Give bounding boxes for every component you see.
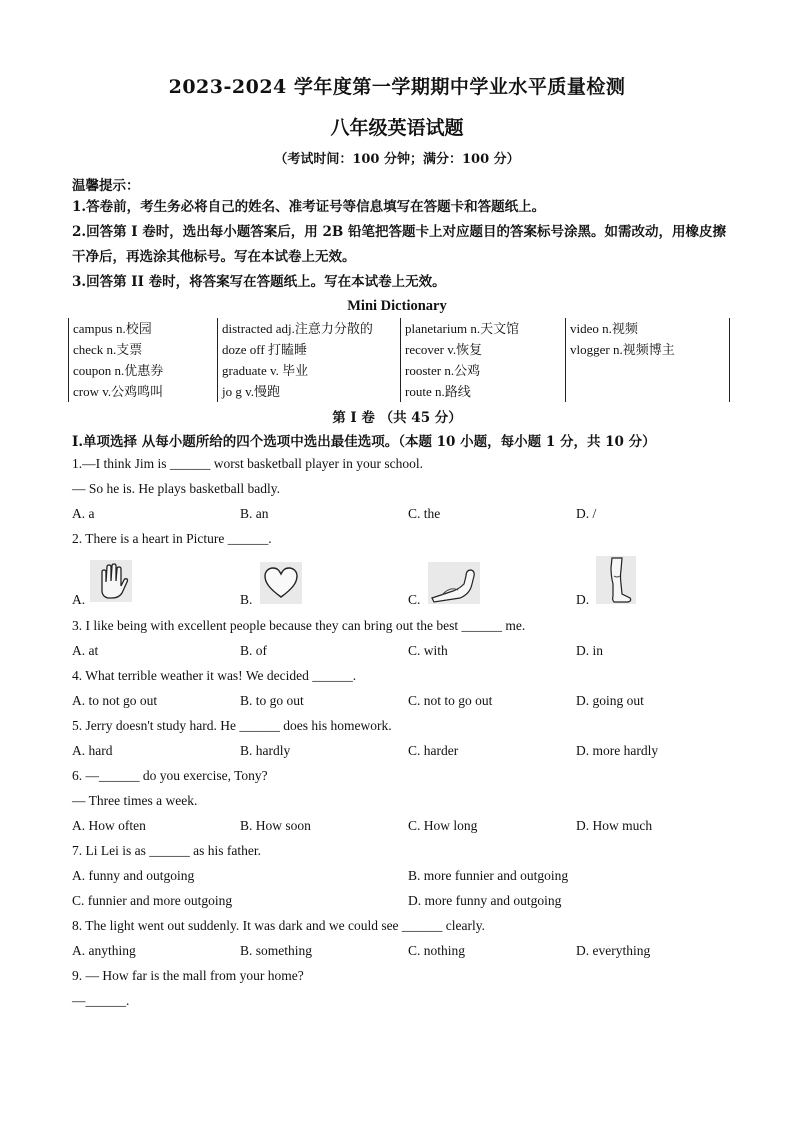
dictionary-entry: recover v.恢复 <box>405 342 483 357</box>
question-stem: 5. Jerry doesn't study hard. He ______ does his homework. <box>72 718 392 733</box>
option-d: D. <box>576 592 590 607</box>
question-stem: 3. I like being with excellent people because they can bring out the best ______ me. <box>72 618 526 633</box>
option-d: D. everything <box>576 943 651 958</box>
option-a: A. anything <box>72 943 136 958</box>
option-b: B. something <box>240 943 313 958</box>
option-b: B. to go out <box>240 693 304 708</box>
dictionary-entry: campus n.校园 <box>73 321 152 336</box>
dictionary-entry: route n.路线 <box>405 384 471 399</box>
dictionary-entry: graduate v. 毕业 <box>222 363 309 378</box>
section-title: 第 I 卷 （共 45 分） <box>332 410 462 426</box>
option-c: C. not to go out <box>408 693 493 708</box>
option-a: A. at <box>72 643 99 658</box>
dictionary-entry: doze off 打瞌睡 <box>222 342 307 357</box>
option-c: C. the <box>408 506 441 521</box>
option-d: D. more hardly <box>576 743 659 758</box>
tip-3: 3.回答第 II 卷时，将答案写在答题纸上。写在本试卷上无效。 <box>72 274 446 290</box>
option-b: B. an <box>240 506 269 521</box>
dictionary-entry: planetarium n.天文馆 <box>405 321 520 336</box>
dictionary-column-3 <box>400 318 565 402</box>
dictionary-entry: coupon n.优惠券 <box>73 363 164 378</box>
option-a: A. hard <box>72 743 113 758</box>
question-stem: 6. —______ do you exercise, Tony? <box>72 768 268 783</box>
leg-icon <box>596 556 636 604</box>
option-d: D. in <box>576 643 603 658</box>
option-d: D. How much <box>576 818 653 833</box>
dictionary-entry: distracted adj.注意力分散的 <box>222 321 373 336</box>
question-stem: 2. There is a heart in Picture ______. <box>72 531 272 546</box>
question-stem: 1.—I think Jim is ______ worst basketball player in your school. <box>72 456 423 471</box>
dictionary-entry: jo g v.慢跑 <box>222 384 281 399</box>
dictionary-entry: crow v.公鸡鸣叫 <box>73 384 164 399</box>
option-c: C. <box>408 592 421 607</box>
question-reply: — So he is. He plays basketball badly. <box>72 481 280 496</box>
option-b: B. How soon <box>240 818 311 833</box>
option-d: D. more funny and outgoing <box>408 893 562 908</box>
tip-2: 2.回答第 I 卷时，选出每小题答案后，用 2B 铅笔把答题卡上对应题目的答案标号涂黑。如需改动，用橡皮擦干净后，再选涂其他标号。写在本试卷上无效。 <box>72 224 727 265</box>
option-b: B. <box>240 592 253 607</box>
dictionary-column-1 <box>68 318 217 402</box>
option-b: B. more funnier and outgoing <box>408 868 569 883</box>
dictionary-column-2 <box>217 318 400 402</box>
question-reply: — Three times a week. <box>72 793 198 808</box>
option-a: A. funny and outgoing <box>72 868 195 883</box>
question-stem: 9. — How far is the mall from your home? <box>72 968 304 983</box>
flexed-arm-icon <box>428 562 480 604</box>
option-c: C. with <box>408 643 448 658</box>
dictionary-entry: check n.支票 <box>73 342 143 357</box>
option-b: B. of <box>240 643 267 658</box>
option-c: C. funnier and more outgoing <box>72 893 233 908</box>
option-a: A. a <box>72 506 95 521</box>
option-d: D. / <box>576 506 597 521</box>
exam-title: 2023-2024 学年度第一学期期中学业水平质量检测 <box>168 76 626 98</box>
question-stem: 7. Li Lei is as ______ as his father. <box>72 843 261 858</box>
exam-info: （考试时间：100 分钟；满分：100 分） <box>274 152 520 167</box>
hand-icon <box>90 560 132 602</box>
part-title: I.单项选择 从每小题所给的四个选项中选出最佳选项。（本题 10 小题，每小题 1 分，共 10 分） <box>72 434 656 450</box>
question-reply: —______. <box>72 993 130 1008</box>
exam-subtitle: 八年级英语试题 <box>330 117 464 139</box>
tips-label: 温馨提示： <box>72 178 140 194</box>
dictionary-entry: rooster n.公鸡 <box>405 363 481 378</box>
dictionary-entry: vlogger n.视频博主 <box>570 342 675 357</box>
dictionary-entry: video n.视频 <box>570 321 638 336</box>
option-c: C. How long <box>408 818 478 833</box>
option-a: A. <box>72 592 86 607</box>
question-stem: 4. What terrible weather it was! We decided ______. <box>72 668 357 683</box>
mini-dictionary <box>68 318 730 402</box>
dictionary-title: Mini Dictionary <box>347 298 447 314</box>
tip-1: 1.答卷前，考生务必将自己的姓名、准考证号等信息填写在答题卡和答题纸上。 <box>72 199 546 215</box>
heart-icon <box>260 562 302 604</box>
question-stem: 8. The light went out suddenly. It was dark and we could see ______ clearly. <box>72 918 486 933</box>
option-b: B. hardly <box>240 743 291 758</box>
option-c: C. harder <box>408 743 459 758</box>
option-c: C. nothing <box>408 943 466 958</box>
option-a: A. to not go out <box>72 693 158 708</box>
option-a: A. How often <box>72 818 146 833</box>
option-d: D. going out <box>576 693 644 708</box>
dictionary-column-4 <box>565 318 730 402</box>
